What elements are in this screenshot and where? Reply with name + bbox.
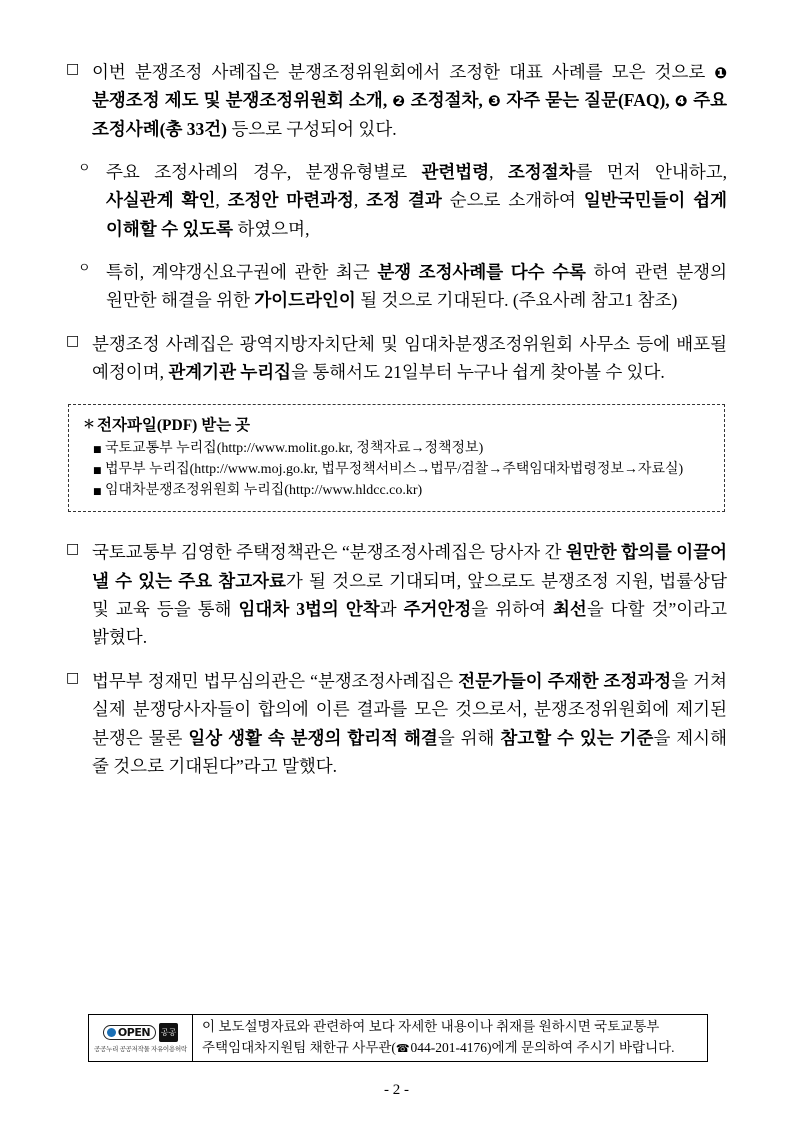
text-run: 조정절차 [405, 90, 479, 111]
text-run: 을 위하여 [471, 599, 553, 620]
text-run: 하여 관련 분쟁의 원만한 해결을 위한 [106, 262, 727, 311]
list-item-text: 임대차분쟁조정위원회 누리집(http://www.hldcc.co.kr) [105, 483, 423, 499]
telephone-icon: ☎ [395, 1041, 410, 1055]
circled-number-3-icon: ❸ [487, 92, 502, 111]
paragraph-block [66, 258, 727, 315]
phone-digits: 044-201-4176 [410, 1040, 488, 1056]
text-run: 분쟁 조정사례를 다수 수록 [377, 262, 586, 283]
open-logo-row [103, 1023, 178, 1042]
text-run: 될 것으로 기대된다. (주요사례 참고1 참조) [355, 290, 678, 311]
text-run: 주요 조정사례의 경우, 분쟁유형별로 [106, 162, 422, 183]
list-item-text: 법무부 누리집(http://www.moj.go.kr, 법무정책서비스→법무/검찰→주택임대차법령정보→자료실) [105, 462, 684, 478]
pdf-box-title: 전자파일(PDF) 받는 곳 [97, 417, 251, 435]
footer-line2-suffix: )에게 문의하여 주시기 바랍니다. [487, 1039, 675, 1055]
text-run: 가이드라인이 [254, 290, 356, 311]
text-run: 이번 분쟁조정 사례집은 분쟁조정위원회에서 조정한 대표 사례를 모은 것으로 [92, 62, 715, 82]
text-run: , [382, 90, 393, 111]
text-run: , [353, 190, 367, 211]
open-label: OPEN [117, 1026, 151, 1039]
text-run: , [478, 90, 488, 111]
paragraph-text [106, 258, 727, 315]
footer-line2-prefix: 주택임대차지원팀 채한규 사무관( [202, 1039, 396, 1055]
circled-number-1-icon: ❶ [714, 64, 727, 82]
circled-number-2-icon: ❷ [392, 92, 406, 111]
text-run: 주거안정 [403, 599, 472, 620]
bullet-square-small-icon: ■ [93, 445, 102, 456]
text-run: 주요 조정사례(총 33건) [92, 90, 728, 139]
text-run: 를 먼저 안내하고, [575, 162, 727, 183]
text-run: 관련법령 [421, 162, 490, 183]
text-run: 조정절차 [507, 162, 576, 183]
text-run: 을 거쳐 실제 분쟁당사자들이 합의에 이른 결과를 모은 것으로서, 분쟁조정위원회에 제기된 분쟁은 물론 [92, 670, 727, 748]
pdf-box-title-row [83, 413, 714, 435]
text-run: 조정안 마련과정 [227, 190, 354, 211]
open-license-logo [89, 1015, 193, 1061]
text-run: 분쟁조정 사례집은 광역지방자치단체 및 임대차분쟁조정위원회 사무소 등에 배포될 예정이며, [92, 333, 727, 383]
text-run: 최선 [553, 599, 587, 620]
asterisk-icon: ＊ [83, 417, 96, 432]
text-run: 과 [379, 599, 404, 620]
circled-number-4-icon: ❹ [674, 92, 689, 111]
paragraph-text [92, 538, 727, 651]
text-run: 등으로 구성되어 있다. [226, 118, 397, 139]
text-run: 일반국민들이 쉽게 이해할 수 있도록 [106, 190, 728, 239]
footer-line-2 [202, 1038, 701, 1059]
paragraph-text [92, 58, 727, 143]
paragraph-block [66, 58, 727, 143]
list-item [83, 459, 714, 480]
text-run: 전문가들이 주재한 조정과정 [458, 670, 672, 691]
footer-notice-box [88, 1014, 708, 1062]
bullet-square-icon: □ [66, 61, 80, 77]
open-dot-icon [107, 1028, 116, 1037]
text-run: 자주 묻는 질문(FAQ) [501, 90, 666, 111]
footer-contact-text [193, 1015, 707, 1061]
bullet-square-icon: □ [66, 669, 80, 686]
paragraph-block [66, 330, 727, 387]
list-item [83, 438, 714, 459]
text-run: 국토교통부 김영한 주택정책관은 “분쟁조정사례집은 당사자 간 [92, 542, 566, 563]
text-run: 순으로 소개하여 [441, 190, 584, 211]
paragraph-text [92, 330, 727, 387]
paragraph-text [106, 158, 727, 243]
text-run: 을 위해 [437, 727, 501, 748]
text-run: 하였으며, [233, 218, 310, 239]
pdf-download-box [68, 404, 725, 512]
kogl-mark-icon: 공공 [159, 1023, 178, 1042]
text-run: 을 제시해 줄 것으로 기대된다”라고 말했다. [92, 727, 727, 776]
phone-number [396, 1038, 487, 1059]
paragraph-block [66, 538, 727, 651]
bullet-circle-icon: ㅇ [78, 261, 91, 277]
paragraph-block [66, 158, 727, 243]
text-run: 사실관계 확인 [106, 190, 216, 211]
text-run: 가 될 것으로 기대되며, 앞으로도 분쟁조정 지원, 법률상담 및 교육 등을 통해 [92, 570, 727, 620]
bullet-square-small-icon: ■ [93, 466, 102, 477]
open-badge-icon [103, 1025, 156, 1040]
text-run: 분쟁조정 제도 및 분쟁조정위원회 소개 [92, 90, 383, 111]
bullet-circle-icon: ㅇ [78, 161, 91, 177]
text-run: , [489, 162, 508, 183]
list-item [83, 480, 714, 501]
list-item-text: 국토교통부 누리집(http://www.molit.go.kr, 정책자료→정책정보) [105, 441, 484, 457]
text-run: 관계기관 누리집 [168, 362, 292, 383]
text-run: 특히, 계약갱신요구권에 관한 최근 [106, 262, 378, 283]
text-run: 참고할 수 있는 기준 [500, 727, 654, 748]
page-number: - 2 - [384, 1082, 409, 1098]
text-run: 을 다할 것”이라고 밝혔다. [92, 599, 728, 648]
text-run: 을 통해서도 21일부터 누구나 쉽게 찾아볼 수 있다. [291, 362, 665, 383]
footer-line-1: 이 보도설명자료와 관련하여 보다 자세한 내용이나 취재를 원하시면 국토교통부 [202, 1019, 660, 1035]
paragraph-text [92, 667, 727, 780]
text-run: , [665, 90, 675, 111]
text-run: , [215, 190, 228, 211]
bullet-square-icon: □ [66, 332, 80, 349]
paragraph-block [66, 667, 727, 780]
text-run: 일상 생활 속 분쟁의 합리적 해결 [188, 727, 438, 748]
text-run: 조정 결과 [366, 190, 442, 211]
bullet-square-icon: □ [66, 541, 80, 558]
open-logo-caption: 공공누리 공공저작물 자유이용허락 [94, 1046, 187, 1053]
text-run: 법무부 정재민 법무심의관은 “분쟁조정사례집은 [92, 670, 459, 691]
bullet-square-small-icon: ■ [93, 487, 102, 498]
text-run: 임대차 3법의 안착 [238, 599, 380, 620]
text-run: 원만한 합의를 이끌어 낼 수 있는 주요 참고자료 [92, 542, 727, 591]
